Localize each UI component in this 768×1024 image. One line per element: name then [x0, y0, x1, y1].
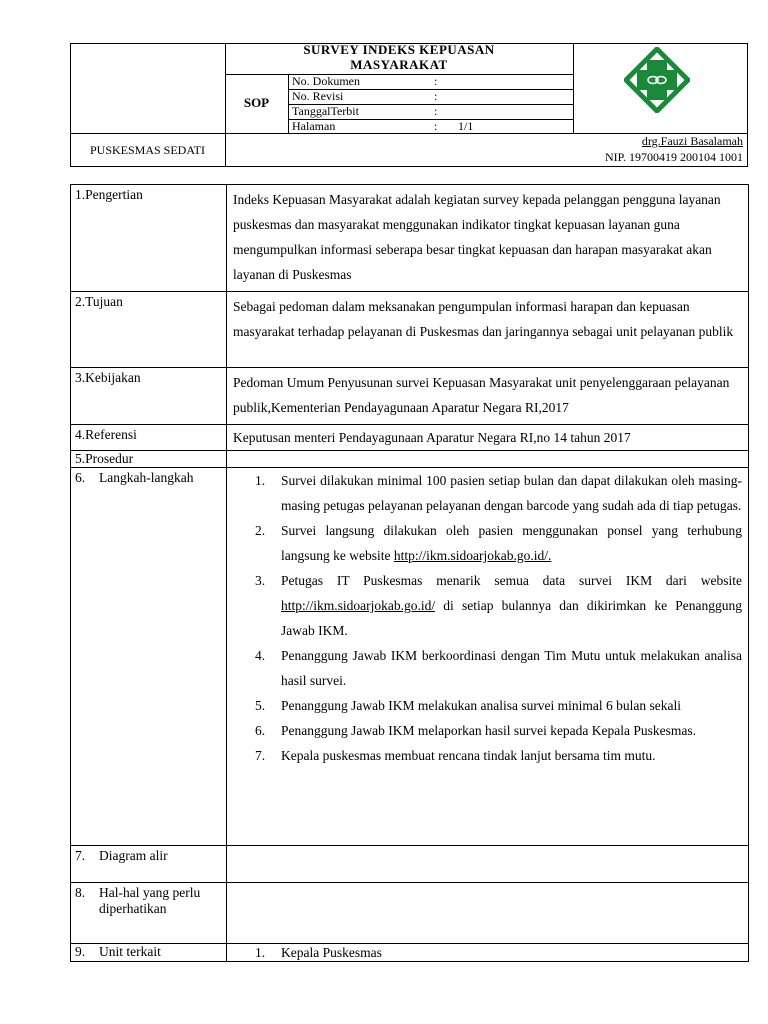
sop-header [70, 43, 748, 167]
page-label: Halaman [292, 119, 336, 133]
revision-sep: : [434, 89, 438, 103]
revision-label: No. Revisi [292, 89, 344, 103]
doc-number-label: No. Dokumen [292, 74, 360, 88]
title-line-1: SURVEY INDEKS KEPUASAN [303, 42, 495, 57]
list-item: 5. Penanggung Jawab IKM melakukan analisa survei minimal 6 bulan sekali [255, 698, 682, 713]
list-item: 7. Kepala puskesmas membuat rencana tindak lanjut bersama tim mutu. [255, 748, 656, 763]
list-item: 6. Penanggung Jawab IKM melaporkan hasil survei kepada Kepala Puskesmas. [255, 723, 697, 738]
issue-date-sep: : [434, 104, 438, 118]
langkah-number: 6. [75, 470, 86, 485]
row-unit [71, 944, 749, 962]
label-tujuan: 2.Tujuan [75, 294, 123, 309]
page-value: 1/1 [458, 119, 474, 133]
steps-list [233, 468, 742, 768]
doc-number-sep: : [434, 74, 438, 88]
list-item: 1. Survei dilakukan minimal 100 pasien setiap bulan dan dapat dilakukan oleh masing-masing petugas pelayanan pelayanan dengan barcode yang sudah ada di tiap petugas. [255, 473, 742, 513]
sop-label: SOP [243, 95, 270, 110]
signer-nip: NIP. 19700419 200104 1001 [604, 150, 743, 164]
label-referensi: 4.Referensi [75, 427, 137, 442]
label-kebijakan: 3.Kebijakan [75, 370, 141, 385]
text-pengertian: Indeks Kepuasan Masyarakat adalah kegiatan survey kepada pelanggan pengguna layanan puskesmas dan masyarakat menggunakan indikator tingkat kepuasan layanan guna mengumpulkan informasi seberapa besar tingkat kepuasan dan harapan masyarakat akan layanan di Puskesmas [233, 192, 721, 282]
puskesmas-logo-icon [624, 47, 690, 113]
signer-name: drg.Fauzi Basalamah [641, 134, 743, 148]
label-diagram: 7. Diagram alir [75, 848, 168, 863]
row-prosedur [71, 451, 749, 468]
label-langkah [71, 468, 226, 486]
row-tujuan [71, 292, 749, 368]
row-referensi [71, 425, 749, 451]
page-sep: : [434, 119, 438, 133]
website-link[interactable]: http://ikm.sidoarjokab.go.id/. [393, 548, 552, 563]
sop-body [70, 184, 748, 962]
title-line-2: MASYARAKAT [350, 57, 448, 72]
text-kebijakan: Pedoman Umum Penyusunan survei Kepuasan Masyarakat unit penyelenggaraan pelayanan publik,Kementerian Pendayagunaan Aparatur Negara RI,2017 [233, 375, 730, 415]
text-tujuan: Sebagai pedoman dalam meksanakan pengumpulan informasi harapan dan kepuasan masyarakat terhadap pelayanan di Puskesmas dan jaringannya sebagai unit pelayanan publik [233, 299, 734, 339]
row-halhal [71, 883, 749, 944]
list-item: 4. Penanggung Jawab IKM berkoordinasi dengan Tim Mutu untuk melakukan analisa hasil survei. [255, 648, 742, 688]
website-link[interactable]: http://ikm.sidoarjokab.go.id/ [281, 598, 436, 613]
text-referensi: Keputusan menteri Pendayagunaan Aparatur Negara RI,no 14 tahun 2017 [233, 430, 631, 445]
list-item: 2. Survei langsung dilakukan oleh pasien menggunakan ponsel yang terhubung langsung ke website http://ikm.sidoarjokab.go.id/. [255, 523, 742, 563]
row-kebijakan [71, 368, 749, 425]
row-pengertian [71, 185, 749, 292]
label-halhal: 8. Hal-hal yang perlu diperhatikan [75, 885, 201, 916]
row-diagram [71, 846, 749, 883]
issue-date-label: TanggalTerbit [292, 104, 359, 118]
list-item: 3. Petugas IT Puskesmas menarik semua data survei IKM dari website http://ikm.sidoarjokab.go.id/ di setiap bulannya dan dikirimkan ke Penanggung Jawab IKM. [255, 573, 742, 638]
organization-name: PUSKESMAS SEDATI [89, 143, 206, 157]
langkah-label: Langkah-langkah [99, 470, 194, 485]
document-title [225, 43, 573, 72]
unit-item: 1. Kepala Puskesmas [255, 945, 382, 960]
label-prosedur: 5.Prosedur [75, 451, 134, 466]
label-unit: 9. Unit terkait [75, 944, 161, 959]
label-pengertian: 1.Pengertian [75, 187, 143, 202]
row-langkah [71, 468, 749, 846]
